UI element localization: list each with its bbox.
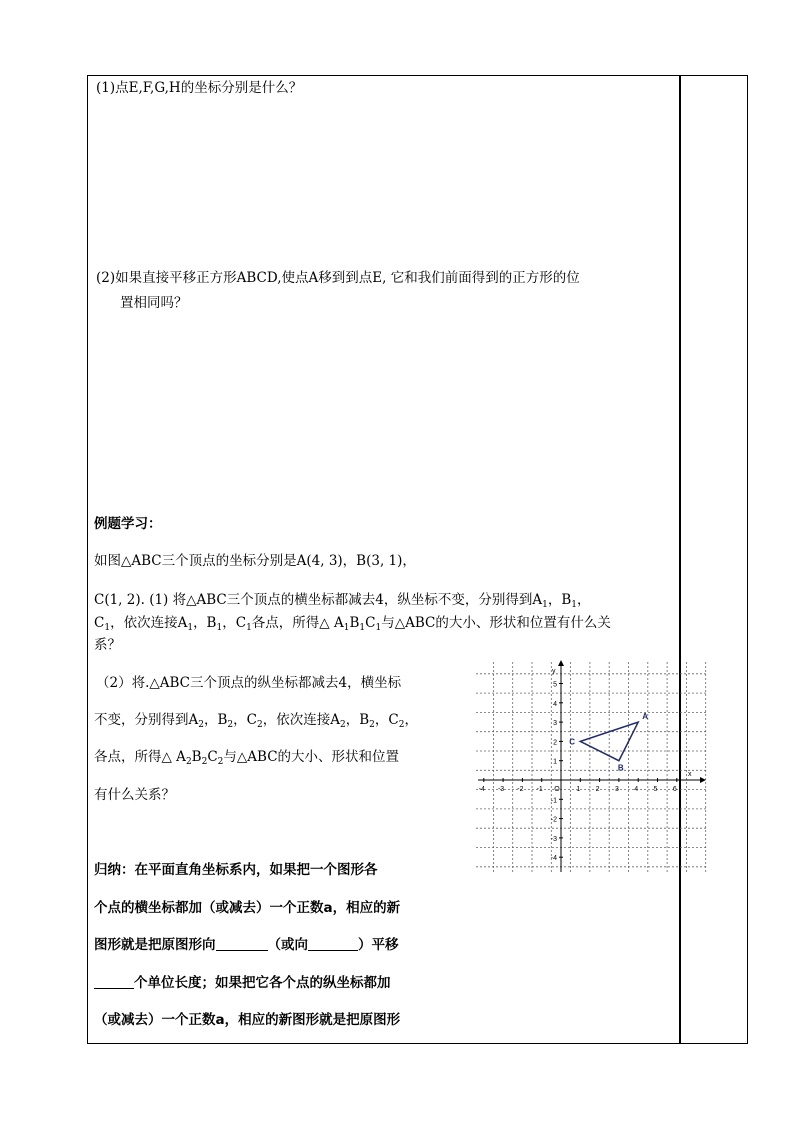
y-tick-label: 3 bbox=[553, 720, 557, 728]
x-tick-label: -3 bbox=[497, 786, 505, 793]
fill-blank-1[interactable] bbox=[216, 936, 268, 951]
y-axis-arrow bbox=[558, 660, 564, 666]
part-2-line-1: （2）将.△ABC三个顶点的纵坐标都减去4，横坐标 bbox=[96, 675, 402, 691]
y-tick-label: -2 bbox=[550, 816, 557, 824]
summary-line-3: 图形就是把原图形向 （或向 ）平移 bbox=[94, 937, 399, 953]
summary-line-2: 个点的横坐标都加（或减去）一个正数a，相应的新 bbox=[94, 900, 401, 916]
x-axis-label: x bbox=[688, 771, 692, 778]
summary-line-1: 归纳：在平面直角坐标系内，如果把一个图形各 bbox=[94, 862, 378, 878]
graph-axes bbox=[478, 660, 706, 872]
y-tick-label: 4 bbox=[553, 700, 557, 708]
example-line-1: 如图△ABC三个顶点的坐标分别是A(4, 3)，B(3, 1)， bbox=[94, 553, 416, 569]
question-1: (1)点E,F,G,H的坐标分别是什么？ bbox=[96, 80, 303, 96]
vertex-label-c: C bbox=[569, 737, 576, 747]
part-2-line-3: 各点，所得△ $A_2B_2C_2$与△ABC的大小、形状和位置 bbox=[94, 749, 400, 767]
column-divider bbox=[679, 75, 681, 1044]
x-axis-arrow bbox=[700, 777, 706, 783]
y-tick-label: -1 bbox=[550, 797, 557, 805]
question-2-line-2: 置相同吗？ bbox=[120, 295, 188, 311]
y-tick-label: 2 bbox=[553, 739, 557, 747]
x-tick-label: 5 bbox=[653, 786, 658, 793]
graph-grid bbox=[476, 662, 706, 872]
graph-tick-labels bbox=[479, 668, 692, 862]
x-tick-label: -1 bbox=[536, 786, 543, 793]
question-2-line-1: (2)如果直接平移正方形ABCD,使点A移到到点E, 它和我们前面得到的正方形的位 bbox=[96, 270, 580, 286]
fill-blank-2[interactable] bbox=[308, 936, 358, 951]
x-tick-label: 2 bbox=[595, 786, 600, 793]
x-tick-label: 6 bbox=[672, 786, 677, 793]
part-2-line-2: 不变，分别得到$A_2$，$B_2$，$C_2$，依次连接$A_2$，$B_2$，$C_2$， bbox=[94, 712, 418, 730]
x-tick-label: 1 bbox=[576, 786, 581, 793]
example-line-3: $C_1$，依次连接$A_1$，$B_1$，$C_1$各点，所得△ $A_1B_1C_1$与△ABC的大小、形状和位置有什么关 bbox=[94, 615, 611, 633]
summary-line-4: 个单位长度；如果把它各个点的纵坐标都加 bbox=[94, 973, 391, 993]
example-heading: 例题学习： bbox=[94, 516, 162, 532]
y-axis-label: y bbox=[552, 668, 556, 675]
example-line-2: C(1, 2). (1) 将△ABC三个顶点的横坐标都减去4，纵坐标不变，分别得到$A_1$，$B_1$， bbox=[94, 592, 591, 610]
y-tick-label: -4 bbox=[550, 855, 557, 863]
summary-line-5: （或减去）一个正数a，相应的新图形就是把原图形 bbox=[94, 1012, 401, 1028]
y-tick-label: 5 bbox=[553, 681, 557, 689]
vertex-label-b: B bbox=[617, 763, 624, 773]
x-tick-label: O bbox=[554, 786, 560, 793]
x-tick-label: -2 bbox=[517, 786, 524, 793]
y-tick-label: 1 bbox=[553, 758, 557, 766]
y-tick-label: -3 bbox=[550, 835, 557, 843]
fill-blank-3[interactable] bbox=[94, 974, 134, 989]
coordinate-graph bbox=[474, 660, 708, 874]
part-2-line-4: 有什么关系？ bbox=[94, 787, 175, 803]
x-tick-label: 3 bbox=[614, 786, 619, 793]
x-tick-label: -4 bbox=[478, 786, 485, 793]
x-tick-label: 4 bbox=[634, 786, 639, 793]
example-line-4: 系？ bbox=[94, 637, 121, 653]
vertex-label-a: A bbox=[642, 712, 648, 722]
